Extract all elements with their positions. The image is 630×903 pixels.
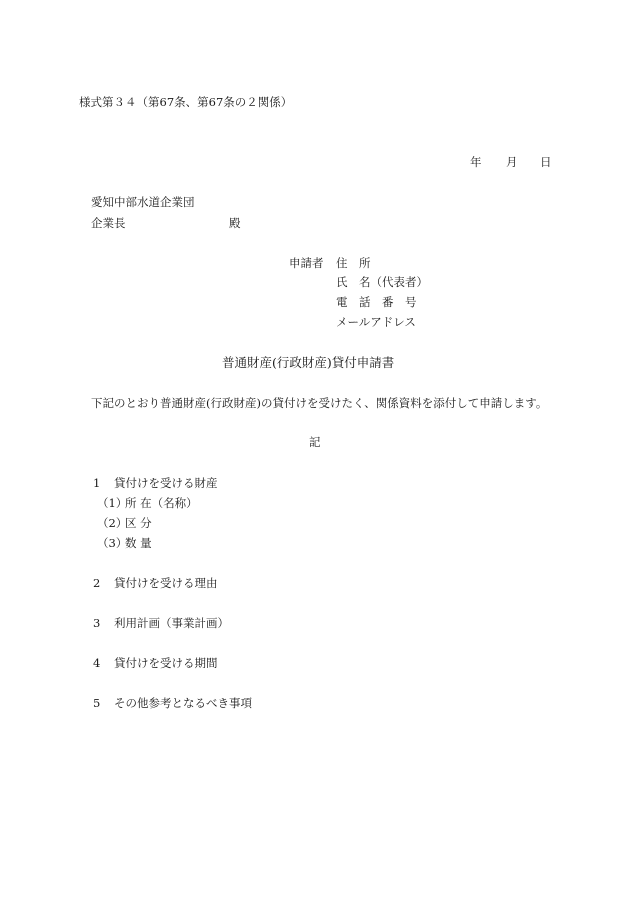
form-number: 様式第３４（第67条、第67条の２関係） xyxy=(79,95,293,109)
item-2-number: 2 xyxy=(93,576,101,590)
item-1-label: 貸付けを受ける財産 xyxy=(114,476,218,490)
item-4-number: 4 xyxy=(93,656,101,670)
applicant-email-label: メールアドレス xyxy=(336,315,416,329)
applicant-label: 申請者 xyxy=(289,256,324,270)
sub-item-2-number: （2） xyxy=(97,516,128,530)
sub-item-3-label: 数 量 xyxy=(125,536,152,550)
sub-item-2-label: 区 分 xyxy=(125,516,152,530)
body-text: 下記のとおり普通財産(行政財産)の貸付けを受けたく、関係資料を添付して申請します。 xyxy=(91,396,548,410)
item-2-label: 貸付けを受ける理由 xyxy=(114,576,218,590)
date-year-label: 年 xyxy=(470,155,482,169)
applicant-name-label: 氏 名（代表者） xyxy=(336,275,428,289)
sub-item-3-number: （3） xyxy=(97,536,128,550)
item-1-number: 1 xyxy=(93,476,101,490)
document-title: 普通財産(行政財産)貸付申請書 xyxy=(222,355,395,370)
applicant-address-label: 住 所 xyxy=(336,256,371,270)
date-day-label: 日 xyxy=(540,155,552,169)
addressee-title: 企業長 xyxy=(91,216,126,230)
sub-item-1-label: 所 在（名称） xyxy=(125,496,198,510)
addressee-honorific: 殿 xyxy=(229,216,241,230)
item-4-label: 貸付けを受ける期間 xyxy=(114,656,218,670)
sub-item-1-number: （1） xyxy=(97,496,128,510)
item-3-number: 3 xyxy=(93,616,101,630)
item-5-label: その他参考となるべき事項 xyxy=(114,696,252,710)
date-month-label: 月 xyxy=(506,155,518,169)
addressee-organization: 愛知中部水道企業団 xyxy=(91,195,195,209)
ki-heading: 記 xyxy=(309,435,321,449)
item-3-label: 利用計画（事業計画） xyxy=(114,616,229,630)
applicant-phone-label: 電 話 番 号 xyxy=(336,295,417,309)
item-5-number: 5 xyxy=(93,696,101,710)
